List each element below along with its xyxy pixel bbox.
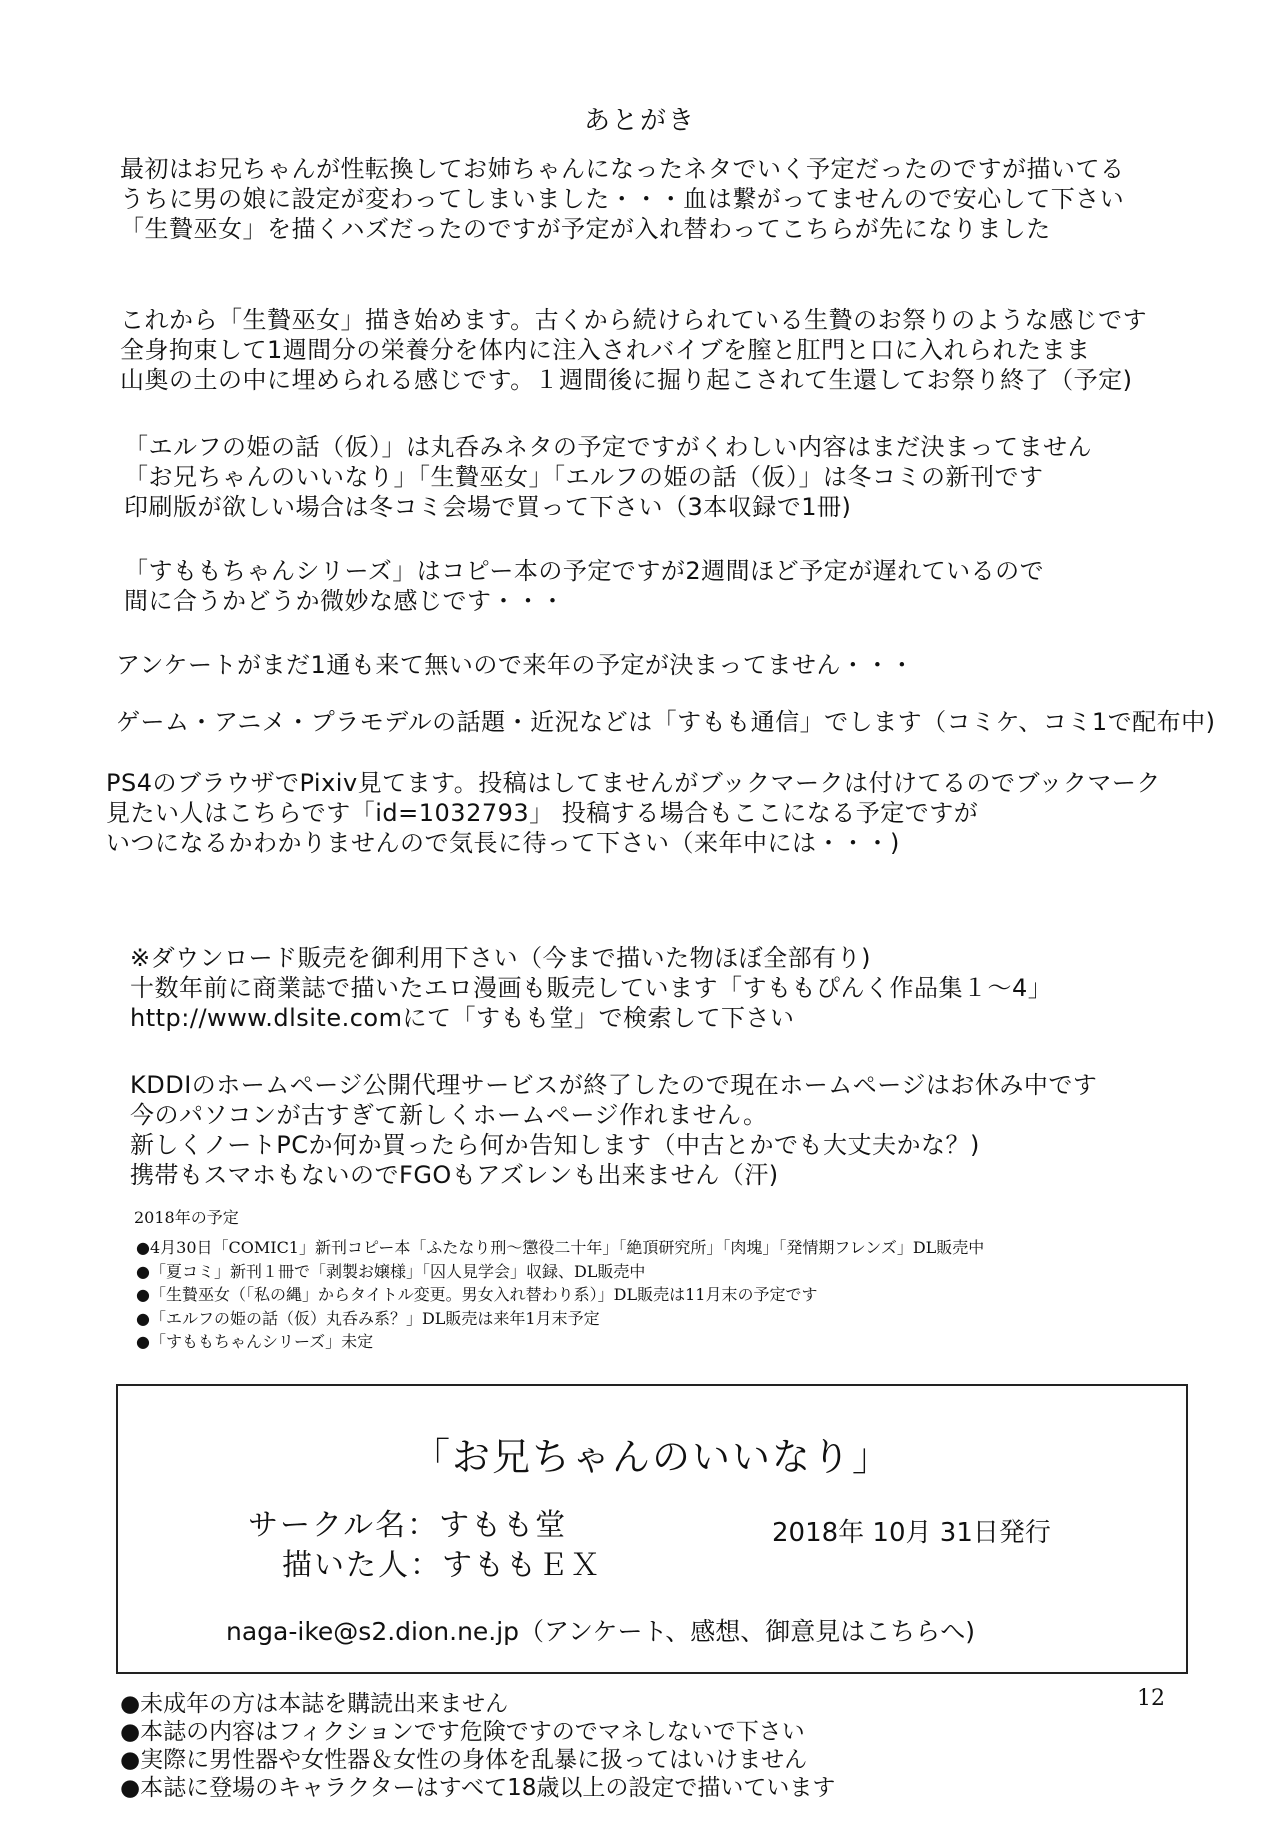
text-line: 携帯もスマホもないのでFGOもアズレンも出来ません（汗) xyxy=(130,1161,779,1189)
text-line: 新しくノートPCか何か買ったら何か告知します（中古とかでも大丈夫かな？) xyxy=(130,1131,980,1159)
list-item: ●実際に男性器や女性器＆女性の身体を乱暴に扱ってはいけません xyxy=(120,1747,808,1773)
colophon-box xyxy=(116,1384,1188,1674)
list-item: ●「夏コミ」新刊１冊で「剥製お嬢様」「囚人見学会」収録、DL販売中 xyxy=(136,1261,646,1281)
download-note xyxy=(130,943,1052,1033)
afterword-paragraph-7 xyxy=(106,768,1161,858)
text-line: 間に合うかどうか微妙な感じです・・・ xyxy=(124,587,565,615)
text-line: いつになるかわかりませんので気長に待って下さい（来年中には・・・) xyxy=(106,829,900,857)
text-line: 今のパソコンが古すぎて新しくホームページ作れません。 xyxy=(130,1101,768,1129)
afterword-paragraph-3 xyxy=(124,432,1092,522)
afterword-paragraph-2 xyxy=(120,305,1147,395)
text-line: PS4のブラウザでPixiv見てます。投稿はしてませんがブックマークは付けてるのでブックマーク xyxy=(106,769,1161,797)
book-title: 「お兄ちゃんのいいなり」 xyxy=(411,1435,892,1479)
contact-email: naga-ike@s2.dion.ne.jp（アンケート、感想、御意見はこちらへ) xyxy=(226,1617,976,1646)
text-line: 「すももちゃんシリーズ」はコピー本の予定ですが2週間ほど予定が遅れているので xyxy=(124,557,1045,585)
text-line: これから「生贄巫女」描き始めます。古くから続けられている生贄のお祭りのような感じです xyxy=(120,306,1148,334)
list-item: ●「すももちゃんシリーズ」未定 xyxy=(136,1332,374,1351)
page-number: 12 xyxy=(1137,1686,1165,1711)
afterword-paragraph-5 xyxy=(116,650,914,680)
homepage-note xyxy=(130,1070,1097,1190)
text-line: うちに男の娘に設定が変わってしまいました・・・血は繋がってませんので安心して下さい xyxy=(120,185,1125,213)
author-name: 描いた人：すももＥＸ xyxy=(282,1548,602,1583)
text-line: 「お兄ちゃんのいいなり」「生贄巫女」「エルフの姫の話（仮）」は冬コミの新刊です xyxy=(124,463,1044,491)
schedule-list xyxy=(136,1236,984,1354)
text-line: 全身拘束して1週間分の栄養分を体内に注入されバイブを膣と肛門と口に入れられたまま xyxy=(120,336,1091,364)
text-line: 「生贄巫女」を描くハズだったのですが予定が入れ替わってこちらが先になりました xyxy=(120,215,1051,243)
warnings-list xyxy=(120,1690,835,1802)
list-item: ●「エルフの姫の話（仮）丸呑み系？」DL販売は来年1月末予定 xyxy=(136,1308,600,1328)
text-line: 十数年前に商業誌で描いたエロ漫画も販売しています「すももぴんく作品集１～4」 xyxy=(130,974,1053,1002)
list-item: ●「生贄巫女（「私の縄」からタイトル変更。男女入れ替わり系）」DL販売は11月末の予定です xyxy=(136,1285,818,1304)
list-item: ●未成年の方は本誌を購読出来ません xyxy=(120,1691,509,1717)
page-title: あとがき xyxy=(583,106,696,136)
text-line: KDDIのホームページ公開代理サービスが終了したので現在ホームページはお休み中です xyxy=(130,1071,1098,1099)
publish-date: 2018年 10月 31日発行 xyxy=(772,1518,1051,1548)
text-line: 山奥の土の中に埋められる感じです。１週間後に掘り起こされて生還してお祭り終了（予定) xyxy=(120,366,1133,394)
text-line: 見たい人はこちらです「id=1032793」 投稿する場合もここになる予定ですが xyxy=(106,799,979,827)
text-line: ※ダウンロード販売を御利用下さい（今まで描いた物ほぼ全部有り) xyxy=(130,944,871,972)
schedule-heading: 2018年の予定 xyxy=(134,1208,239,1227)
afterword-paragraph-4 xyxy=(124,556,1044,616)
list-item: ●本誌に登場のキャラクターはすべて18歳以上の設定で描いています xyxy=(120,1775,836,1801)
list-item: ●本誌の内容はフィクションです危険ですのでマネしないで下さい xyxy=(120,1719,805,1745)
text-line: アンケートがまだ1通も来て無いので来年の予定が決まってません・・・ xyxy=(116,651,915,679)
circle-name: サークル名：すもも堂 xyxy=(248,1508,568,1543)
text-line: 印刷版が欲しい場合は冬コミ会場で買って下さい（3本収録で1冊) xyxy=(124,493,852,521)
afterword-paragraph-1 xyxy=(120,154,1125,244)
afterword-paragraph-6 xyxy=(116,707,1216,737)
text-line: 「エルフの姫の話（仮）」は丸呑みネタの予定ですがくわしい内容はまだ決まってません xyxy=(124,433,1092,461)
list-item: ●4月30日「COMIC1」新刊コピー本「ふたなり刑～懲役二十年」「絶頂研究所」「肉塊」「発情期フレンズ」DL販売中 xyxy=(136,1238,985,1257)
text-line: 最初はお兄ちゃんが性転換してお姉ちゃんになったネタでいく予定だったのですが描いてる xyxy=(120,155,1125,183)
text-line: http://www.dlsite.comにて「すもも堂」で検索して下さい xyxy=(130,1004,795,1032)
text-line: ゲーム・アニメ・プラモデルの話題・近況などは「すもも通信」でします（コミケ、コミ1で配布中) xyxy=(116,708,1216,736)
